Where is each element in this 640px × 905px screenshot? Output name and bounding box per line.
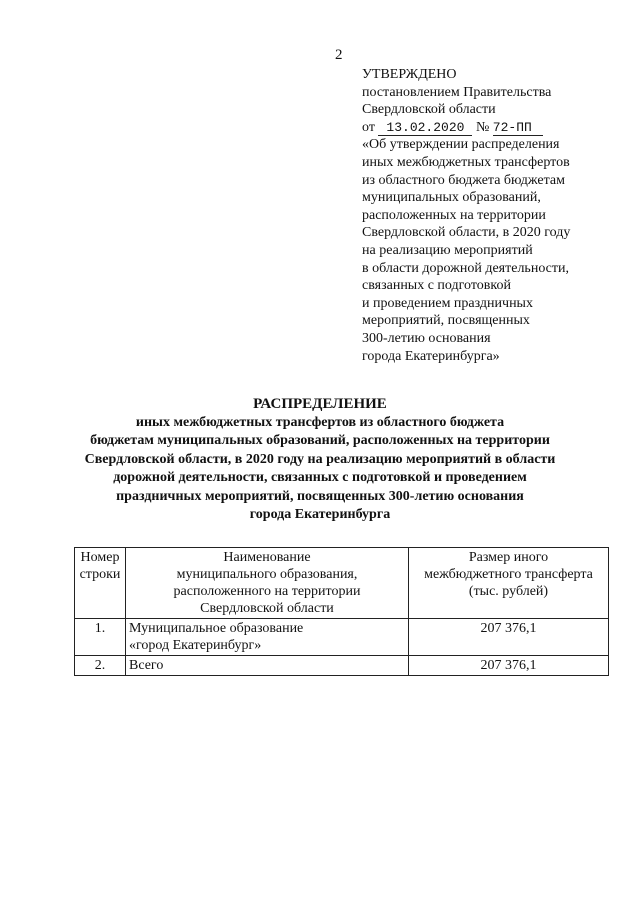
approval-subject-line: мероприятий, посвященных <box>362 313 530 329</box>
header-text: Номер <box>80 550 120 565</box>
table-header-row <box>75 548 609 619</box>
table-row <box>75 656 609 676</box>
row-amount: 207 376,1 <box>409 656 609 676</box>
approval-subject-line: «Об утверждении распределения <box>362 137 560 153</box>
header-text: (тыс. рублей) <box>468 584 549 599</box>
header-text: расположенного на территории <box>173 584 361 599</box>
approval-subject-line: связанных с подготовкой <box>362 278 511 294</box>
approval-subject-line: муниципальных образований, <box>362 190 541 206</box>
title-line: иных межбюджетных трансфертов из областного бюджета <box>135 415 505 430</box>
approval-subject-line: 300-летию основания <box>362 330 491 346</box>
number-prefix: № <box>475 119 490 135</box>
approval-subject-line: в области дорожной деятельности, <box>362 260 569 276</box>
header-text: строки <box>79 567 121 582</box>
approval-subject-line: на реализацию мероприятий <box>362 242 533 258</box>
header-text: муниципального образования, <box>176 567 358 582</box>
document-title <box>60 395 580 524</box>
title-line: праздничных мероприятий, посвященных 300-летию основания <box>116 488 524 504</box>
row-number: 2. <box>75 656 126 676</box>
header-municipality-name <box>126 548 409 619</box>
title-line: дорожной деятельности, связанных с подготовкой и проведением <box>113 470 527 486</box>
approval-line-1: постановлением Правительства <box>362 84 552 100</box>
row-name-text: «город Екатеринбург» <box>129 638 262 653</box>
header-text: Наименование <box>223 550 311 565</box>
header-text: межбюджетного трансферта <box>424 567 593 582</box>
row-number: 1. <box>75 619 126 656</box>
number-value: 72-ПП <box>493 121 543 136</box>
row-name <box>126 619 409 656</box>
row-name-text: Муниципальное образование <box>129 621 304 636</box>
row-amount: 207 376,1 <box>409 619 609 656</box>
header-text: Размер иного <box>468 550 549 565</box>
approval-stamp-block <box>362 66 570 365</box>
title-main: РАСПРЕДЕЛЕНИЕ <box>253 396 387 412</box>
title-line: Свердловской области, в 2020 году на реализацию мероприятий в области <box>84 451 556 467</box>
table-row <box>75 619 609 656</box>
approval-subject-line: Свердловской области, в 2020 году <box>362 225 571 241</box>
date-value: 13.02.2020 <box>378 121 472 136</box>
approval-subject-line: и проведением праздничных <box>362 295 533 311</box>
approval-line-2: Свердловской области <box>362 102 496 118</box>
approval-subject-line: города Екатеринбурга» <box>362 348 500 364</box>
approval-subject-line: иных межбюджетных трансфертов <box>362 154 570 170</box>
distribution-table <box>74 547 609 676</box>
header-transfer-amount <box>409 548 609 619</box>
approval-date-line <box>362 119 570 137</box>
header-text: Свердловской области <box>200 601 334 616</box>
approval-subject-line: из областного бюджета бюджетам <box>362 172 565 188</box>
approval-subject-line: расположенных на территории <box>362 207 546 223</box>
header-row-number <box>75 548 126 619</box>
date-prefix: от <box>362 119 375 135</box>
page-number: 2 <box>335 47 343 63</box>
title-line: бюджетам муниципальных образований, расположенных на территории <box>90 433 550 449</box>
row-name: Всего <box>126 656 409 676</box>
title-line: города Екатеринбурга <box>249 507 391 523</box>
approval-heading: УТВЕРЖДЕНО <box>362 67 457 82</box>
